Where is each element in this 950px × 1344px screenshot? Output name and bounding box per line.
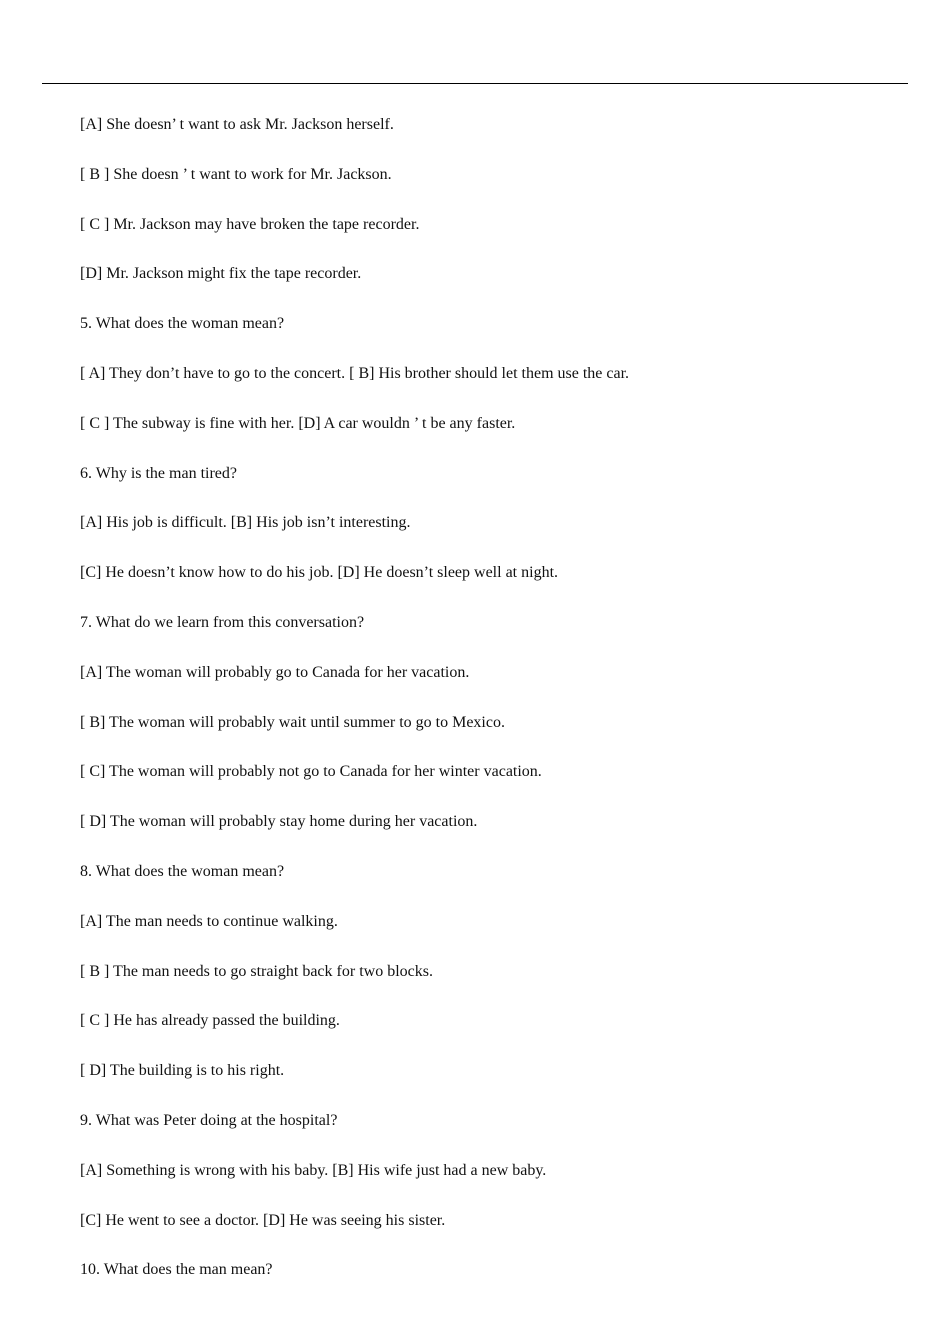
option-line: [ D] The building is to his right. bbox=[80, 1062, 285, 1080]
question-line: 7. What do we learn from this conversation? bbox=[80, 613, 365, 631]
option-line: [A] The man needs to continue walking. bbox=[80, 912, 338, 930]
option-line: [ C ] Mr. Jackson may have broken the tape recorder. bbox=[80, 215, 420, 233]
option-line: [A] His job is difficult. [B] His job isn’t interesting. bbox=[80, 514, 411, 532]
option-line: [A] She doesn’ t want to ask Mr. Jackson herself. bbox=[80, 116, 394, 133]
option-line: [C] He doesn’t know how to do his job. [D] He doesn’t sleep well at night. bbox=[80, 564, 559, 582]
question-line: 6. Why is the man tired? bbox=[80, 464, 237, 482]
option-line: [ B] The woman will probably wait until summer to go to Mexico. bbox=[80, 713, 505, 731]
option-line: [D] Mr. Jackson might fix the tape recorder. bbox=[80, 265, 362, 283]
question-line: 9. What was Peter doing at the hospital? bbox=[80, 1111, 338, 1129]
option-line: [ C ] He has already passed the building. bbox=[80, 1012, 340, 1030]
option-line: [ B ] The man needs to go straight back for two blocks. bbox=[80, 962, 433, 980]
question-line: 10. What does the man mean? bbox=[80, 1261, 273, 1279]
option-line: [C] He went to see a doctor. [D] He was seeing his sister. bbox=[80, 1211, 446, 1229]
option-line: [ A] They don’t have to go to the concert. [ B] His brother should let them use the car. bbox=[80, 364, 630, 382]
question-line: 5. What does the woman mean? bbox=[80, 315, 285, 333]
option-line: [ B ] She doesn ’ t want to work for Mr. Jackson. bbox=[80, 165, 392, 183]
document-body bbox=[80, 114, 910, 1309]
option-line: [ C ] The subway is fine with her. [D] A car wouldn ’ t be any faster. bbox=[80, 414, 516, 432]
option-line: [ D] The woman will probably stay home during her vacation. bbox=[80, 813, 478, 831]
option-line: [ C] The woman will probably not go to Canada for her winter vacation. bbox=[80, 763, 542, 781]
question-line: 8. What does the woman mean? bbox=[80, 862, 285, 880]
header-rule bbox=[42, 83, 908, 84]
option-line: [A] The woman will probably go to Canada for her vacation. bbox=[80, 663, 470, 681]
option-line: [A] Something is wrong with his baby. [B] His wife just had a new baby. bbox=[80, 1161, 547, 1179]
